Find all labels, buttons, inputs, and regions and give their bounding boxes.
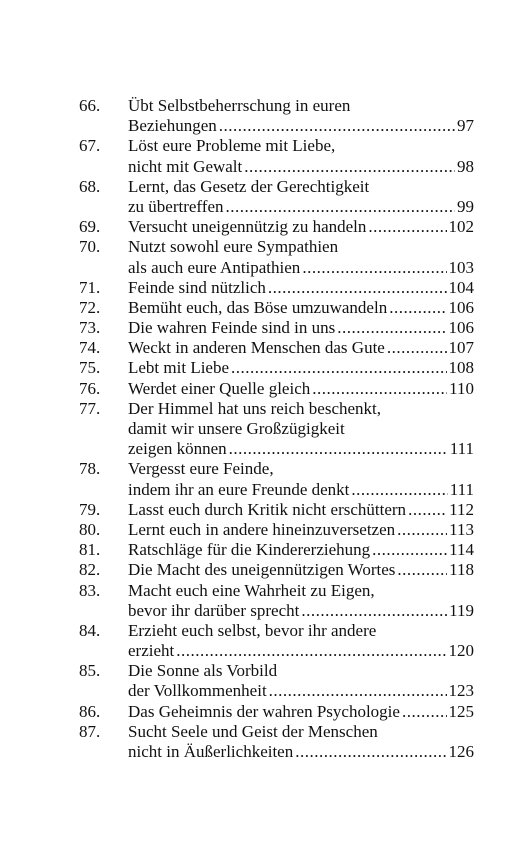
toc-entry [0, 358, 529, 378]
page-number: 120 [448, 641, 474, 661]
dot-leader [176, 641, 446, 661]
entry-title-text: als auch eure Antipathien [128, 257, 301, 277]
entry-title-text: Die wahren Feinde sind in uns [128, 318, 336, 338]
entry-number: 76. [79, 378, 101, 398]
entry-number: 68. [79, 176, 101, 196]
entry-number: 79. [79, 499, 101, 519]
entry-title-text: Lasst euch durch Kritik nicht erschüttern [128, 499, 407, 519]
entry-number: 80. [79, 519, 101, 539]
entry-title-text: erzieht [128, 641, 175, 661]
entry-title-text: Werdet einer Quelle gleich [128, 378, 311, 398]
dot-leader [229, 439, 448, 459]
entry-title-text: Feinde sind nützlich [128, 277, 266, 297]
toc-entry [0, 338, 529, 358]
page-number: 103 [448, 257, 474, 277]
entry-title-line-with-page [128, 338, 474, 358]
toc-entry [0, 560, 529, 580]
entry-title-line-with-page [128, 641, 474, 661]
page-number: 119 [449, 600, 474, 620]
entry-title-line: Erzieht euch selbst, bevor ihr andere [128, 620, 377, 640]
entry-number: 84. [79, 620, 101, 640]
entry-title-text: Lernt euch in andere hineinzuversetzen [128, 519, 396, 539]
entry-title-line-with-page [128, 560, 474, 580]
dot-leader [368, 217, 446, 237]
entry-number: 77. [79, 398, 101, 418]
entry-title-text: zeigen können [128, 439, 227, 459]
dot-leader [408, 500, 447, 520]
page-number: 114 [449, 540, 474, 560]
toc-entry [0, 318, 529, 338]
entry-title-line: Nutzt sowohl eure Sympathien [128, 237, 339, 257]
page-number: 112 [449, 499, 474, 519]
entry-title-line-with-page [128, 318, 474, 338]
dot-leader [219, 116, 455, 136]
page-number: 102 [448, 217, 474, 237]
toc-entry [0, 217, 529, 237]
toc-entry [0, 237, 529, 277]
page-number: 126 [448, 742, 474, 761]
entry-title-line-with-page [128, 601, 474, 621]
entry-number: 87. [79, 721, 101, 741]
toc-entry [0, 722, 529, 762]
dot-leader [226, 197, 456, 217]
toc-entry [0, 661, 529, 701]
entry-title-line-with-page [128, 258, 474, 278]
dot-leader [337, 318, 446, 338]
entry-title-text: Das Geheimnis der wahren Psychologie [128, 701, 400, 721]
entry-title-line-with-page [128, 742, 474, 762]
entry-title-line-with-page [128, 439, 474, 459]
entry-title-line: Löst eure Probleme mit Liebe, [128, 136, 336, 156]
entry-title-line-with-page [128, 500, 474, 520]
entry-number: 72. [79, 297, 101, 317]
entry-title-text: Bemüht euch, das Böse umzuwandeln [128, 297, 388, 317]
page-number: 125 [448, 701, 474, 721]
entry-title-line: Die Sonne als Vorbild [128, 661, 278, 681]
dot-leader [402, 702, 447, 722]
page-number: 113 [449, 519, 474, 539]
toc-entry [0, 399, 529, 460]
entry-number: 81. [79, 540, 101, 560]
dot-leader [389, 298, 446, 318]
page-number: 108 [448, 358, 474, 378]
dot-leader [295, 742, 446, 762]
entry-title-line-with-page [128, 358, 474, 378]
entry-title-text: zu übertreffen [128, 196, 224, 216]
toc-entry [0, 500, 529, 520]
toc-entry [0, 298, 529, 318]
page-number: 111 [449, 439, 474, 459]
entry-title-line-with-page [128, 157, 474, 177]
entry-title-line-with-page [128, 702, 474, 722]
entry-title-line: Übt Selbstbeherrschung in euren [128, 96, 351, 115]
entry-title-text: Ratschläge für die Kindererziehung [128, 540, 371, 560]
entry-number: 83. [79, 580, 101, 600]
entry-title-line: Der Himmel hat uns reich beschenkt, [128, 398, 382, 418]
dot-leader [302, 258, 446, 278]
entry-number: 86. [79, 701, 101, 721]
entry-title-text: indem ihr an eure Freunde denkt [128, 479, 350, 499]
entry-title-text: nicht in Äußerlichkeiten [128, 742, 294, 761]
dot-leader [351, 480, 447, 500]
entry-title-line: Lernt, das Gesetz der Gerechtigkeit [128, 176, 370, 196]
entry-title-text: Weckt in anderen Menschen das Gute [128, 338, 385, 358]
page-number: 106 [448, 318, 474, 338]
entry-number: 74. [79, 338, 101, 358]
entry-title-line-with-page [128, 278, 474, 298]
entry-title-text: Die Macht des uneigennützigen Wortes [128, 560, 396, 580]
page-number: 98 [457, 156, 474, 176]
toc-entry [0, 520, 529, 540]
dot-leader [231, 358, 446, 378]
entry-title-line: damit wir unsere Großzügigkeit [128, 419, 345, 438]
entry-number: 70. [79, 237, 101, 257]
page-number: 123 [448, 681, 474, 701]
dot-leader [268, 278, 447, 298]
entry-title-text: bevor ihr darüber sprecht [128, 600, 300, 620]
entry-number: 85. [79, 661, 101, 681]
entry-title-line-with-page [128, 217, 474, 237]
entry-title-line-with-page [128, 298, 474, 318]
toc-entry [0, 136, 529, 176]
entry-title-line-with-page [128, 116, 474, 136]
page-number: 97 [457, 116, 474, 136]
entry-title-line: Vergesst eure Feinde, [128, 459, 274, 479]
dot-leader [372, 540, 447, 560]
entry-number: 67. [79, 136, 101, 156]
entry-number: 66. [79, 96, 101, 115]
entry-number: 78. [79, 459, 101, 479]
toc-entry [0, 702, 529, 722]
toc-entry [0, 540, 529, 560]
toc-entry [0, 621, 529, 661]
toc-entry [0, 278, 529, 298]
entry-title-text: Beziehungen [128, 116, 217, 136]
toc-entry [0, 379, 529, 399]
page-number: 111 [449, 479, 474, 499]
entry-title-line-with-page [128, 480, 474, 500]
entry-number: 75. [79, 358, 101, 378]
entry-title-line: Sucht Seele und Geist der Menschen [128, 721, 378, 741]
page-number: 110 [449, 378, 474, 398]
entry-title-line-with-page [128, 540, 474, 560]
toc-entry [0, 96, 529, 136]
entry-title-line-with-page [128, 520, 474, 540]
toc-entry [0, 177, 529, 217]
toc-entry [0, 459, 529, 499]
dot-leader [387, 338, 447, 358]
page-number: 107 [448, 338, 474, 358]
dot-leader [301, 601, 447, 621]
page-number: 118 [449, 560, 474, 580]
dot-leader [312, 379, 447, 399]
dot-leader [269, 681, 447, 701]
page-number: 99 [457, 196, 474, 216]
dot-leader [397, 560, 447, 580]
entry-number: 69. [79, 217, 101, 237]
toc-entry [0, 581, 529, 621]
page-number: 106 [448, 297, 474, 317]
entry-title-text: Versucht uneigennützig zu handeln [128, 217, 367, 237]
entry-number: 73. [79, 318, 101, 338]
entry-title-line-with-page [128, 681, 474, 701]
entry-number: 71. [79, 277, 101, 297]
table-of-contents [0, 96, 529, 762]
entry-title-text: nicht mit Gewalt [128, 156, 243, 176]
entry-number: 82. [79, 560, 101, 580]
dot-leader [397, 520, 447, 540]
entry-title-line-with-page [128, 197, 474, 217]
entry-title-line-with-page [128, 379, 474, 399]
entry-title-line: Macht euch eine Wahrheit zu Eigen, [128, 580, 375, 600]
page-number: 104 [448, 277, 474, 297]
entry-title-text: der Vollkommenheit [128, 681, 267, 701]
dot-leader [244, 157, 455, 177]
entry-title-text: Lebt mit Liebe [128, 358, 230, 378]
